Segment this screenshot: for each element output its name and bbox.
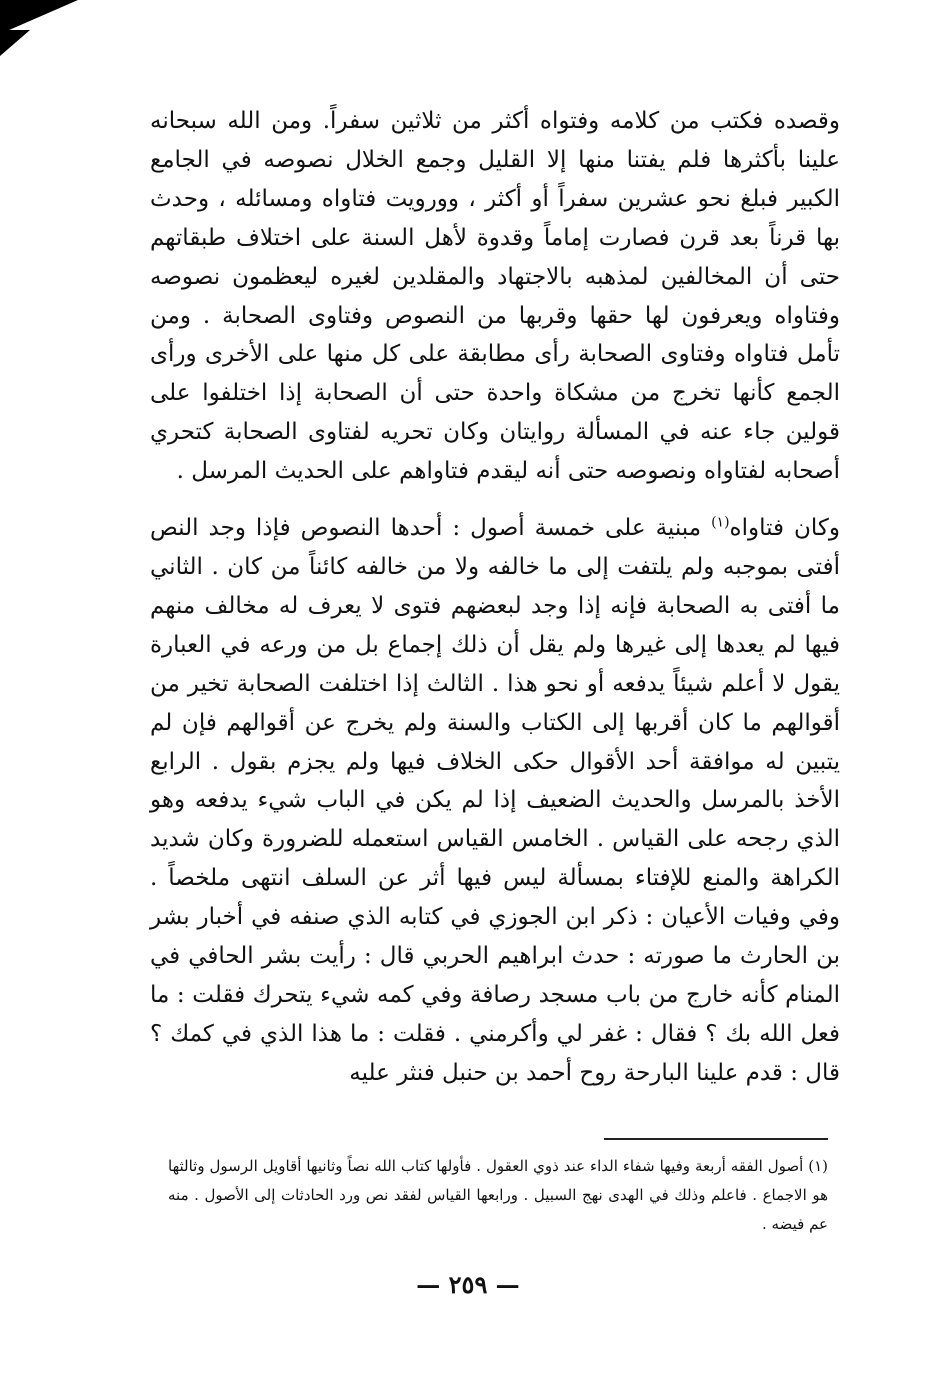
paragraph-2 — [150, 509, 840, 1093]
page-corner-mark-tail — [0, 30, 30, 56]
main-text — [150, 102, 840, 1093]
paragraph-2-start: وكان فتاواه — [729, 515, 840, 542]
page-corner-mark — [0, 0, 78, 34]
footnote-divider — [604, 1138, 828, 1140]
footnote-reference: (١) — [711, 514, 730, 531]
paragraph-1: وقصده فكتب من كلامه وفتواه أكثر من ثلاثين سفراً. ومن الله سبحانه علينا بأكثرها فلم يفتنا منها إلا القليل وجمع الخلال نصوصه في الجامع الكبير فبلغ نحو عشرين سفراً أو أكثر ، وورويت فتاواه ومسائله ، وحدث بها قرناً بعد قرن فصارت إماماً وقدوة لأهل السنة على اختلاف طبقاتهم حتى أن المخالفين لمذهبه بالاجتهاد والمقلدين لغيره ليعظمون نصوصه وفتاواه ويعرفون لها حقها وقربها من النصوص وفتاوى الصحابة . ومن تأمل فتاواه وفتاوى الصحابة رأى مطابقة على كل منها على الأخرى ورأى الجمع كأنها تخرج من مشكاة واحدة حتى أن الصحابة إذا اختلفوا على قولين جاء عنه في المسألة روايتان وكان تحريه لفتاوى الصحابة كتحري أصحابه لفتاواه ونصوصه حتى أنه ليقدم فتاواهم على الحديث المرسل . — [150, 108, 840, 485]
page-number: — ٢٥٩ — — [416, 1270, 520, 1299]
footnote-text: (١) أصول الفقه أربعة وفيها شفاء الداء عند ذوي العقول . فأولها كتاب الله نصاً وثانيها أقاويل الرسول وثالثها هو الاجماع . فاعلم وذلك في الهدى نهج السبيل . ورابعها القياس لفقد نص ورد الحادثات إلى الأصول . منه عم فيضه . — [168, 1157, 828, 1233]
paragraph-2-rest: مبنية على خمسة أصول : أحدها النصوص فإذا وجد النص أفتى بموجبه ولم يلتفت إلى ما خالفه ولا من خالفه كائناً من كان . الثاني ما أفتى به الصحابة فإنه إذا وجد لبعضهم فتوى لا يعرف له مخالف منهم فيها لم يعدها إلى غيرها ولم يقل أن ذلك إجماع بل من ورعه في العبارة يقول لا أعلم شيئاً يدفعه أو نحو هذا . الثالث إذا اختلفت الصحابة تخير من أقوالهم ما كان أقربها إلى الكتاب والسنة ولم يخرج عن أقوالهم فإن لم يتبين له موافقة أحد الأقوال حكى الخلاف فيها ولم يجزم بقول . الرابع الأخذ بالمرسل والحديث الضعيف إذا لم يكن في الباب شيء يدفعه وهو الذي رجحه على القياس . الخامس القياس استعمله للضرورة وكان شديد الكراهة والمنع للإفتاء بمسألة ليس فيها أثر عن السلف انتهى ملخصاً . وفي وفيات الأعيان : ذكر ابن الجوزي في كتابه الذي صنفه في أخبار بشر بن الحارث ما صورته : حدث ابراهيم الحربي قال : رأيت بشر الحافي في المنام كأنه خارج من باب مسجد رصافة وفي كمه شيء يتحرك فقلت : ما فعل الله بك ؟ فقال : غفر لي وأكرمني . فقلت : ما هذا الذي في كمك ؟ قال : قدم علينا البارحة روح أحمد بن حنبل فنثر عليه — [150, 515, 840, 1086]
